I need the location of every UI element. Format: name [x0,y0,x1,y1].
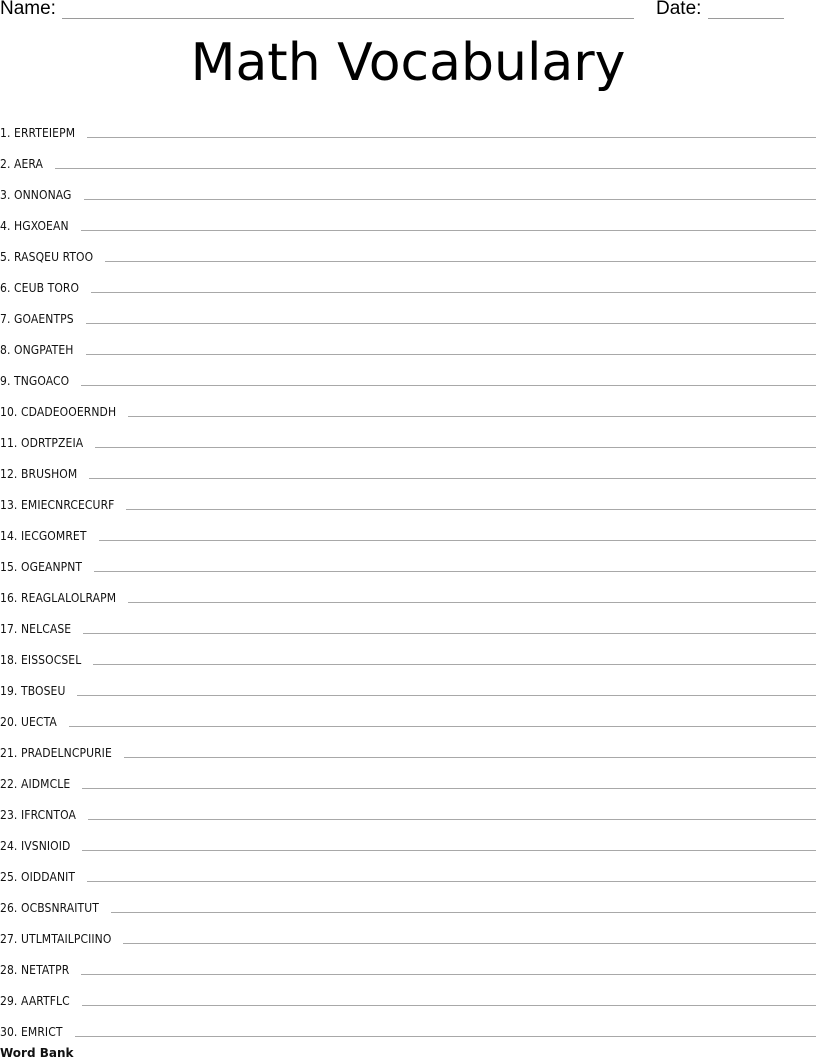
answer-line[interactable] [89,478,816,479]
item-label [0,746,112,761]
answer-line[interactable] [95,447,816,448]
list-item [0,761,816,792]
answer-line[interactable] [86,323,816,324]
item-label [0,963,69,978]
item-label [0,157,43,172]
scrambled-word: ERRTEIEPM [14,126,75,140]
list-item [0,172,816,203]
list-item [0,296,816,327]
list-item [0,792,816,823]
item-label [0,312,74,327]
scrambled-word: CEUB TORO [14,281,79,295]
scrambled-word: HGXOEAN [14,219,69,233]
scrambled-word: IFRCNTOA [21,808,76,822]
answer-line[interactable] [99,540,816,541]
scrambled-word: RASQEU RTOO [14,250,93,264]
scrambled-word: EISSOCSEL [21,653,81,667]
scrambled-word: AARTFLC [21,994,70,1008]
answer-line[interactable] [94,571,816,572]
scrambled-word: IVSNIOID [21,839,70,853]
item-number: 29. [0,994,17,1008]
list-item [0,513,816,544]
scrambled-word: UTLMTAILPCIINO [21,932,111,946]
answer-line[interactable] [111,912,816,913]
answer-line[interactable] [81,974,816,975]
answer-line[interactable] [88,819,816,820]
item-number: 21. [0,746,17,760]
list-item [0,730,816,761]
item-number: 10. [0,405,17,419]
item-label [0,343,74,358]
item-label [0,653,81,668]
item-number: 14. [0,529,17,543]
item-number: 15. [0,560,17,574]
answer-line[interactable] [128,416,816,417]
scrambled-word: ONGPATEH [14,343,73,357]
list-item [0,1009,816,1040]
list-item [0,265,816,296]
scrambled-word: OCBSNRAITUT [21,901,99,915]
scrambled-word: NELCASE [21,622,71,636]
item-number: 20. [0,715,17,729]
answer-line[interactable] [105,261,816,262]
worksheet-header [0,0,816,30]
list-item [0,327,816,358]
scrambled-word: TBOSEU [21,684,65,698]
answer-line[interactable] [91,292,816,293]
item-number: 26. [0,901,17,915]
answer-line[interactable] [82,850,816,851]
answer-line[interactable] [81,385,816,386]
item-label [0,467,77,482]
item-number: 25. [0,870,17,884]
item-number: 9. [0,374,11,388]
item-number: 6. [0,281,11,295]
scrambled-word: TNGOACO [14,374,69,388]
item-number: 22. [0,777,17,791]
list-item [0,885,816,916]
list-item [0,110,816,141]
list-item [0,575,816,606]
item-number: 4. [0,219,11,233]
answer-line[interactable] [75,1036,816,1037]
item-label [0,994,70,1009]
item-label [0,188,72,203]
item-label [0,808,76,823]
item-label [0,839,70,854]
item-label [0,901,99,916]
list-item [0,420,816,451]
scrambled-word: CDADEOOERNDH [21,405,116,419]
answer-line[interactable] [87,881,816,882]
list-item [0,482,816,513]
answer-line[interactable] [81,230,816,231]
answer-line[interactable] [128,602,816,603]
answer-line[interactable] [55,168,816,169]
scrambled-word: UECTA [21,715,57,729]
scrambled-word: PRADELNCPURIE [21,746,112,760]
list-item [0,203,816,234]
item-label [0,281,79,296]
answer-line[interactable] [124,757,816,758]
scrambled-word: EMRICT [21,1025,63,1039]
scrambled-word: NETATPR [21,963,69,977]
item-number: 3. [0,188,11,202]
item-number: 28. [0,963,17,977]
question-list [0,110,816,1040]
item-number: 27. [0,932,17,946]
list-item [0,389,816,420]
answer-line[interactable] [83,633,816,634]
item-label [0,932,111,947]
date-label: Date: [656,0,701,20]
item-label [0,1025,63,1040]
item-label [0,405,116,420]
scrambled-word: GOAENTPS [14,312,74,326]
item-label [0,870,75,885]
item-number: 30. [0,1025,17,1039]
item-label [0,498,114,513]
item-label [0,622,71,637]
list-item [0,854,816,885]
item-label [0,715,57,730]
item-number: 11. [0,436,17,450]
scrambled-word: ODRTPZEIA [21,436,83,450]
list-item [0,947,816,978]
scrambled-word: OGEANPNT [21,560,82,574]
page-title: Math Vocabulary [0,28,816,98]
list-item [0,544,816,575]
scrambled-word: AERA [14,157,43,171]
item-number: 24. [0,839,17,853]
list-item [0,358,816,389]
scrambled-word: EMIECNRCECURF [21,498,114,512]
answer-line[interactable] [82,788,816,789]
answer-line[interactable] [126,509,816,510]
item-label [0,560,82,575]
answer-line[interactable] [123,943,816,944]
scrambled-word: OIDDANIT [21,870,75,884]
item-label [0,219,69,234]
list-item [0,668,816,699]
item-label [0,684,65,699]
answer-line[interactable] [82,1005,816,1006]
list-item [0,141,816,172]
item-label [0,126,75,141]
item-number: 16. [0,591,17,605]
item-number: 23. [0,808,17,822]
item-number: 2. [0,157,11,171]
answer-line[interactable] [93,664,816,665]
answer-line[interactable] [84,199,816,200]
item-label [0,777,70,792]
item-label [0,250,93,265]
list-item [0,823,816,854]
answer-line[interactable] [86,354,816,355]
answer-line[interactable] [69,726,816,727]
item-number: 8. [0,343,11,357]
answer-line[interactable] [77,695,816,696]
list-item [0,699,816,730]
item-number: 18. [0,653,17,667]
scrambled-word: REAGLALOLRAPM [21,591,116,605]
scrambled-word: AIDMCLE [21,777,70,791]
scrambled-word: IECGOMRET [21,529,87,543]
item-label [0,529,87,544]
item-number: 19. [0,684,17,698]
answer-line[interactable] [87,137,816,138]
item-number: 1. [0,126,11,140]
date-field[interactable] [708,18,784,19]
list-item [0,637,816,668]
item-label [0,374,69,389]
item-number: 7. [0,312,11,326]
list-item [0,451,816,482]
list-item [0,234,816,265]
list-item [0,916,816,947]
item-label [0,591,116,606]
list-item [0,606,816,637]
item-number: 13. [0,498,17,512]
name-field[interactable] [62,18,634,19]
list-item [0,978,816,1009]
item-number: 5. [0,250,11,264]
item-number: 17. [0,622,17,636]
scrambled-word: BRUSHOM [21,467,77,481]
item-number: 12. [0,467,17,481]
name-label: Name: [0,0,56,20]
scrambled-word: ONNONAG [14,188,71,202]
item-label [0,436,83,451]
word-bank-heading: Word Bank [0,1046,74,1060]
